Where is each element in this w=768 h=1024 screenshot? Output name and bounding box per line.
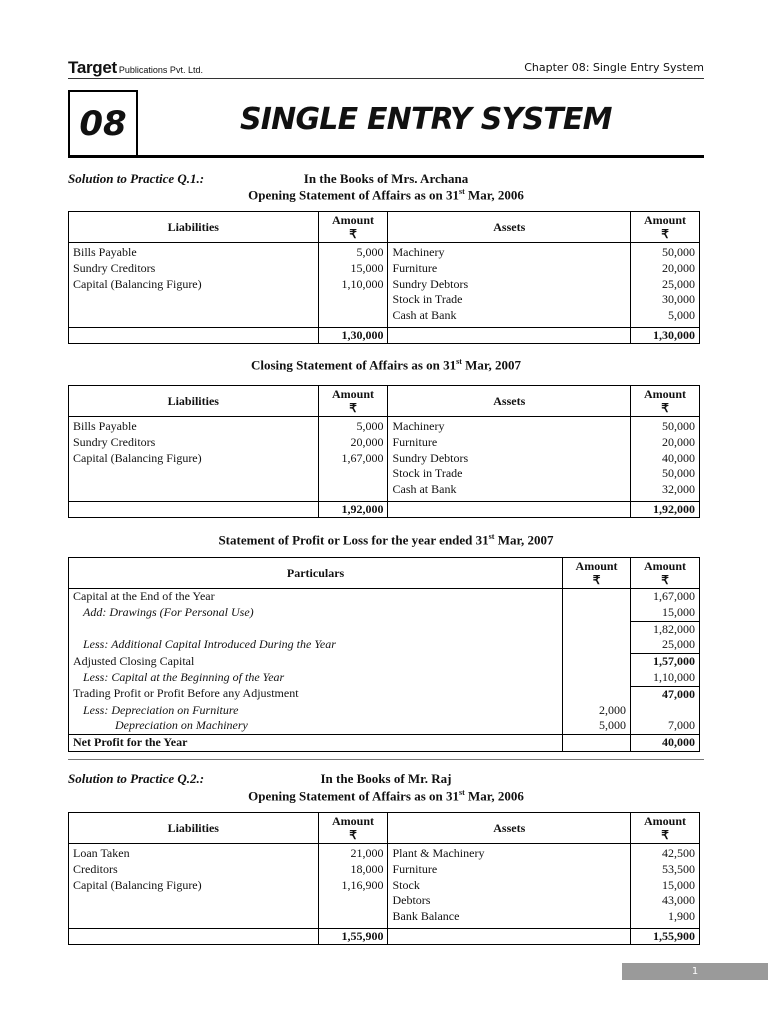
text: ₹	[661, 828, 669, 842]
text: Amount	[644, 387, 687, 401]
table-row	[69, 621, 700, 637]
text: Opening Statement of Affairs as on 31	[248, 788, 459, 804]
text: Bills Payable	[73, 245, 137, 259]
table-cell: Assets	[388, 212, 631, 243]
chapter-number: 08	[68, 90, 138, 158]
brand-main: Target	[68, 58, 117, 77]
table-cell	[563, 686, 631, 702]
table-cell: 1,82,000	[631, 621, 700, 637]
text: Stock	[392, 877, 420, 892]
table-cell: Less: Additional Capital Introduced During the Year	[69, 637, 563, 653]
table-cell	[69, 621, 563, 637]
q1-closing-table	[68, 385, 700, 518]
text: Machinery	[392, 245, 445, 259]
text: 20,000	[662, 434, 695, 449]
text: Plant & Machinery	[392, 846, 485, 860]
text: 21,000	[350, 846, 384, 860]
text: 5,000	[356, 245, 384, 259]
table-total-row	[69, 328, 700, 344]
text: 5,000	[356, 419, 384, 433]
table-cell: 1,92,000	[318, 502, 388, 518]
text: Sundry Debtors	[392, 276, 469, 291]
table-cell: Less: Capital at the Beginning of the Year	[69, 670, 563, 686]
table-cell: 1,67,000	[631, 589, 700, 605]
text: Stock in Trade	[392, 466, 463, 481]
text: Amount	[575, 559, 618, 573]
table-cell: 5,000	[563, 718, 631, 734]
text: Mar, 2006	[464, 788, 524, 804]
table-cell: 7,000	[631, 718, 700, 734]
text: Creditors	[73, 861, 118, 876]
table-cell	[563, 654, 631, 670]
running-header	[68, 58, 704, 79]
table-cell: 1,55,900	[318, 929, 388, 945]
chapter-title: SINGLE ENTRY SYSTEM	[240, 102, 612, 137]
table-row	[69, 637, 700, 653]
text: 20,000	[662, 260, 695, 275]
table-cell: Assets	[388, 386, 631, 417]
text: Mar, 2007	[494, 532, 554, 548]
table-cell: 1,57,000	[631, 654, 700, 670]
text: Furniture	[392, 260, 438, 275]
text: 1,16,900	[341, 877, 384, 892]
table-row	[69, 703, 700, 719]
table-row	[69, 654, 700, 670]
q1-pl-table	[68, 557, 700, 752]
table-cell: 1,92,000	[631, 502, 700, 518]
table-row	[69, 686, 700, 702]
table-cell: 25,000	[631, 637, 700, 653]
table-cell: Assets	[388, 813, 631, 844]
text: Mar, 2006	[464, 187, 524, 203]
table-cell: 1,30,000	[631, 328, 700, 344]
text: ₹	[661, 573, 669, 587]
table-total-row	[69, 502, 700, 518]
chapter-reference: Chapter 08: Single Entry System	[524, 61, 704, 74]
text: Amount	[332, 387, 375, 401]
table-row	[69, 589, 700, 605]
text: 40,000	[662, 450, 695, 465]
table-row	[69, 718, 700, 734]
text: Amount	[332, 213, 375, 227]
text: 1,67,000	[341, 450, 384, 465]
table-cell: 47,000	[631, 686, 700, 702]
text: st	[488, 532, 495, 541]
text: 1,900	[668, 909, 695, 924]
text: Bills Payable	[73, 419, 137, 433]
q2-label: Solution to Practice Q.2.:	[68, 771, 205, 786]
text: Furniture	[392, 861, 438, 876]
q2-books: In the Books of Mr. Raj	[320, 771, 452, 786]
text: Cash at Bank	[392, 308, 457, 323]
table-row	[69, 670, 700, 686]
table-cell: Particulars	[69, 558, 563, 589]
text: Amount	[644, 213, 687, 227]
table-cell: 15,000	[631, 605, 700, 621]
table-body	[69, 844, 700, 929]
text: Amount	[644, 814, 687, 828]
text: ₹	[349, 828, 357, 842]
table-cell: 2,000	[563, 703, 631, 719]
text: Capital (Balancing Figure)	[73, 877, 202, 892]
text: ₹	[592, 573, 601, 587]
text: 15,000	[662, 877, 695, 892]
table-cell: Trading Profit or Profit Before any Adjustment	[69, 686, 563, 702]
table-body	[69, 243, 700, 328]
text: ₹	[349, 227, 357, 241]
table-cell	[563, 670, 631, 686]
q1-pl-title	[68, 532, 704, 548]
table-header	[69, 212, 700, 243]
section-separator	[68, 759, 704, 760]
text: 15,000	[350, 260, 384, 275]
text: 43,000	[662, 893, 695, 908]
text: Debtors	[392, 893, 431, 908]
text: Closing Statement of Affairs as on 31	[251, 357, 457, 373]
text: Cash at Bank	[392, 482, 457, 497]
text: ₹	[349, 401, 357, 415]
table-cell	[563, 605, 631, 621]
text: Amount	[644, 559, 687, 573]
text: Statement of Profit or Loss for the year ended 31	[218, 532, 489, 548]
text: 20,000	[350, 434, 384, 449]
q1-closing-title	[68, 357, 704, 373]
text: Opening Statement of Affairs as on 31	[248, 187, 459, 203]
text: Sundry Creditors	[73, 260, 156, 275]
table-body	[69, 417, 700, 502]
text: Bank Balance	[392, 909, 460, 924]
table-cell: Capital at the End of the Year	[69, 589, 563, 605]
table-cell	[563, 637, 631, 653]
table-cell: Add: Drawings (For Personal Use)	[69, 605, 563, 621]
text: 50,000	[662, 419, 695, 433]
table-cell: Liabilities	[69, 212, 319, 243]
text: 53,500	[662, 861, 695, 876]
text: 32,000	[662, 482, 695, 497]
table-cell: Less: Depreciation on Furniture	[69, 703, 563, 719]
table-cell	[563, 589, 631, 605]
text: 1,10,000	[341, 276, 384, 291]
text: Loan Taken	[73, 846, 130, 860]
text: Furniture	[392, 434, 438, 449]
q1-opening-table	[68, 211, 700, 344]
table-cell: Depreciation on Machinery	[69, 718, 563, 734]
table-header	[69, 558, 700, 589]
table-header	[69, 813, 700, 844]
text: 50,000	[662, 466, 695, 481]
q1-books: In the Books of Mrs. Archana	[303, 171, 469, 186]
text: Sundry Creditors	[73, 434, 156, 449]
table-header	[69, 386, 700, 417]
table-cell: Liabilities	[69, 386, 319, 417]
text: Amount	[332, 814, 375, 828]
brand-sub: Publications Pvt. Ltd.	[118, 65, 203, 75]
table-row	[69, 735, 700, 752]
table-cell: Net Profit for the Year	[69, 735, 563, 752]
q1-opening-title	[68, 187, 704, 203]
table-cell: 40,000	[631, 735, 700, 752]
text: 42,500	[662, 846, 695, 860]
table-cell: 1,30,000	[318, 328, 388, 344]
q2-opening-title	[68, 788, 704, 804]
table-cell	[563, 621, 631, 637]
text: 18,000	[350, 861, 384, 876]
text: st	[456, 357, 462, 366]
table-cell: Adjusted Closing Capital	[69, 654, 563, 670]
table-cell: Liabilities	[69, 813, 319, 844]
text: 30,000	[662, 292, 695, 307]
table-cell: 1,10,000	[631, 670, 700, 686]
table-row	[69, 605, 700, 621]
table-cell: 1,55,900	[631, 929, 700, 945]
q2-opening-table	[68, 812, 700, 945]
text: st	[459, 788, 465, 797]
text: Machinery	[392, 419, 445, 433]
text: 25,000	[662, 276, 695, 291]
chapter-rule	[68, 155, 704, 158]
text: 50,000	[662, 245, 695, 259]
text: Capital (Balancing Figure)	[73, 276, 202, 291]
text: Stock in Trade	[392, 292, 463, 307]
text: st	[459, 187, 465, 196]
text: ₹	[661, 227, 669, 241]
text: ₹	[661, 401, 669, 415]
text: Sundry Debtors	[392, 450, 469, 465]
page-number: 1	[622, 963, 768, 980]
q1-label: Solution to Practice Q.1.:	[68, 171, 205, 186]
table-cell	[631, 703, 700, 719]
text: Mar, 2007	[461, 357, 521, 373]
text: 5,000	[668, 308, 695, 323]
table-cell	[563, 735, 631, 752]
publisher-logo	[68, 58, 203, 78]
text: Capital (Balancing Figure)	[73, 450, 202, 465]
table-total-row	[69, 929, 700, 945]
